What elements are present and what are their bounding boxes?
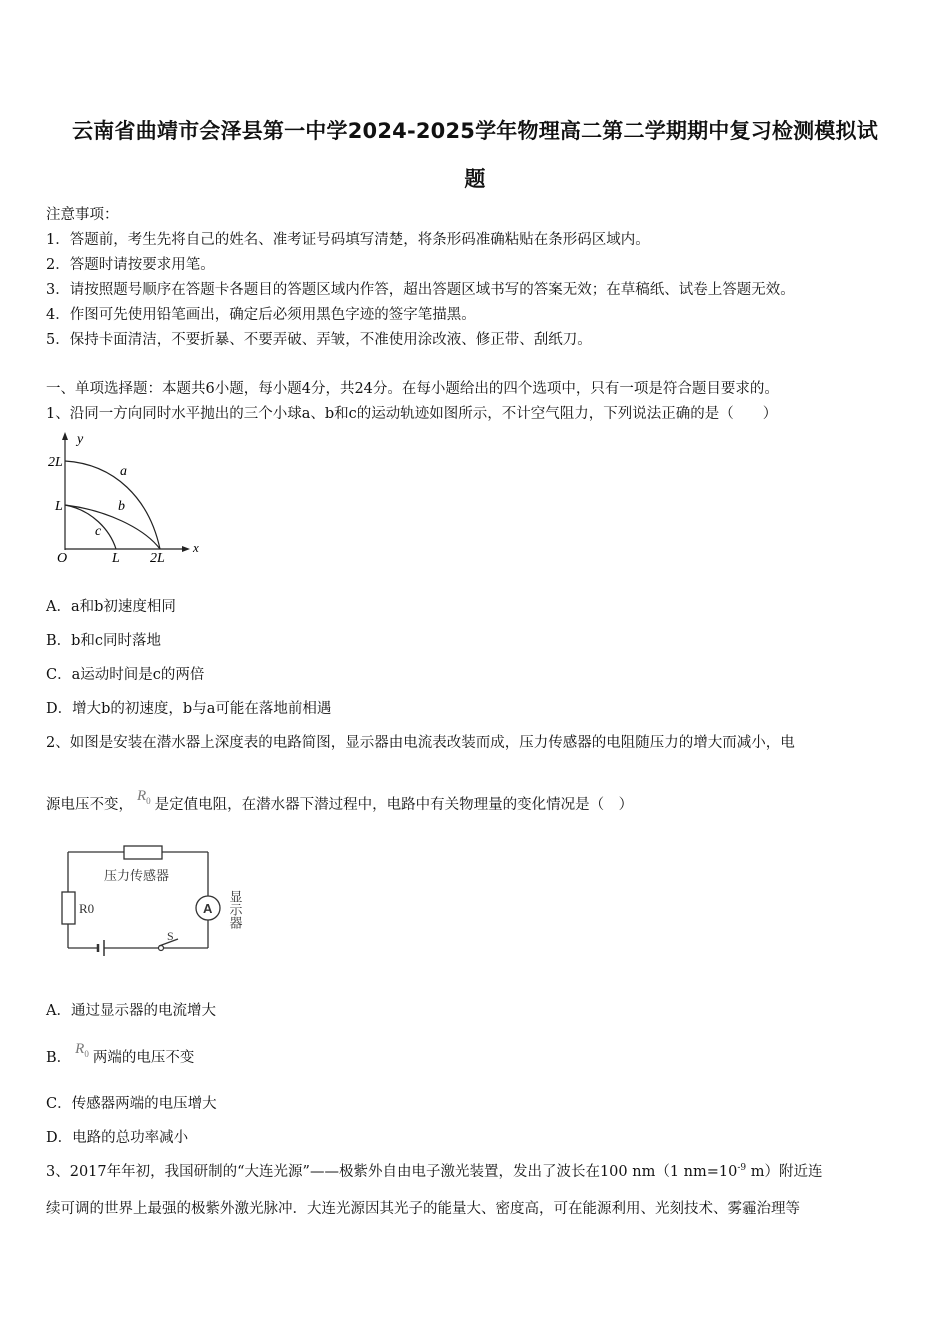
ammeter-label: A: [203, 901, 213, 916]
page-title-continued: 题: [464, 167, 486, 191]
pressure-sensor-resistor: [124, 846, 162, 859]
question-3-stem-continued: 续可调的世界上最强的极紫外激光脉冲．大连光源因其光子的能量大、密度高，可在能源利用、光刻技术、雾霾治理等: [46, 1201, 800, 1217]
sensor-label: 压力传感器: [104, 869, 170, 884]
curve-label-b: b: [118, 499, 125, 514]
question-1-stem: 1、沿同一方向同时水平抛出的三个小球a、b和c的运动轨迹如图所示，不计空气阻力，下列说法正确的是（ ）: [46, 406, 778, 422]
r0-symbol: $R_0$: [75, 1041, 89, 1059]
x-tick-2L: 2L: [150, 551, 165, 566]
q1-option-a: A．a和b初速度相同: [46, 599, 176, 615]
r0-symbol: $R_0$: [137, 788, 151, 806]
q1-option-c: C．a运动时间是c的两倍: [46, 667, 205, 683]
notice-item: 2．答题时请按要求用笔。: [46, 257, 215, 273]
curve-label-c: c: [95, 524, 102, 539]
page-title: 云南省曲靖市会泽县第一中学2024-2025学年物理高二第二学期期中复习检测模拟试: [72, 119, 878, 143]
notice-item: 4．作图可先使用铅笔画出，确定后必须用黑色字迹的签字笔描黑。: [46, 307, 476, 323]
origin-label: O: [57, 551, 68, 566]
q2-option-a: A．通过显示器的电流增大: [46, 1003, 216, 1019]
notice-heading: 注意事项：: [46, 207, 119, 223]
resistor-r0: [62, 892, 75, 924]
depth-gauge-circuit-figure: [56, 840, 266, 968]
question-2-stem-continued: 源电压不变，$R_0$ 是定值电阻，在潜水器下潜过程中，电路中有关物理量的变化情况是（ ）: [46, 788, 634, 813]
q1-option-b: B．b和c同时落地: [46, 633, 162, 649]
display-label: 显示器: [226, 890, 242, 929]
r0-label: R0: [79, 901, 95, 916]
switch-label: S: [167, 929, 174, 943]
curve-label-a: a: [120, 464, 127, 479]
projectile-trajectory-figure: [44, 428, 204, 568]
trajectory-c: [65, 505, 116, 549]
y-axis-label: y: [77, 432, 84, 447]
y-tick-2L: 2L: [48, 455, 63, 470]
question-2-stem: 2、如图是安装在潜水器上深度表的电路简图，显示器由电流表改装而成，压力传感器的电阻随压力的增大而减小，电: [46, 735, 795, 751]
y-axis-arrow: [62, 432, 68, 440]
x-axis-arrow: [182, 546, 190, 552]
notice-item: 5．保持卡面清洁，不要折暴、不要弄破、弄皱，不准使用涂改液、修正带、刮纸刀。: [46, 332, 592, 348]
q2-option-d: D．电路的总功率减小: [46, 1130, 189, 1146]
q1-option-d: D．增大b的初速度，b与a可能在落地前相遇: [46, 701, 332, 717]
q2-option-c: C．传感器两端的电压增大: [46, 1096, 217, 1112]
section-heading: 一、单项选择题：本题共6小题，每小题4分，共24分。在每小题给出的四个选项中，只有一项是符合题目要求的。: [46, 381, 779, 397]
x-axis-label: x: [193, 540, 199, 555]
question-3-stem: 3、2017年年初，我国研制的“大连光源”——极紫外自由电子激光装置，发出了波长在100 nm（1 $nm=10^{-9}$ m）附近连: [46, 1163, 823, 1180]
notice-item: 3．请按照题号顺序在答题卡各题目的答题区域内作答，超出答题区域书写的答案无效；在草稿纸、试卷上答题无效。: [46, 282, 795, 298]
y-tick-L: L: [55, 499, 63, 514]
x-tick-L: L: [112, 551, 120, 566]
q2-option-b: B．$R_0$ 两端的电压不变: [46, 1041, 195, 1066]
notice-item: 1．答题前，考生先将自己的姓名、准考证号码填写清楚，将条形码准确粘贴在条形码区域内。: [46, 232, 650, 248]
